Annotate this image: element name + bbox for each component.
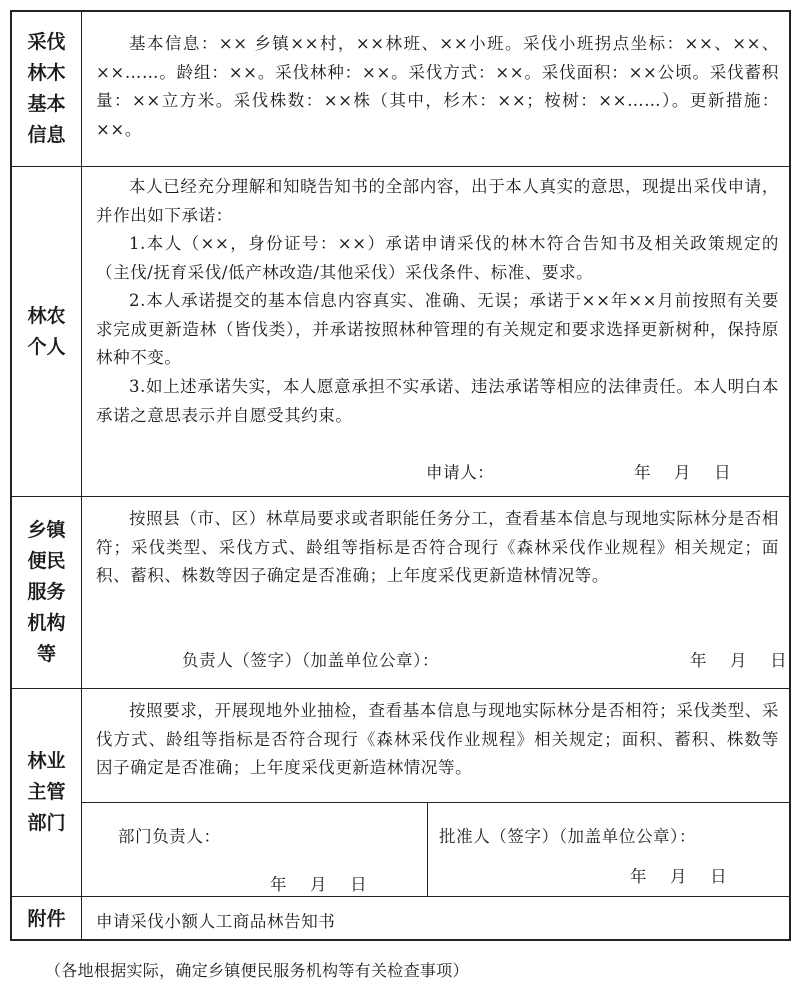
label-basic-info: 采伐林木基本信息	[12, 12, 82, 166]
applicant-label: 申请人：	[426, 463, 495, 482]
footnote: （各地根据实际，确定乡镇便民服务机构等有关检查事项）	[45, 961, 469, 980]
row-forestry	[12, 689, 789, 897]
basic-info-text: 基本信息：×× 乡镇××村，××林班、××小班。采伐小班拐点坐标：××、××、××……。龄组：××。采伐林种：××。采伐方式：××。采伐面积：××公顷。采伐蓄积量：××立方米。采伐株数：××株（其中，杉木：××；桉树：××……）。更新措施：××。	[96, 34, 779, 139]
forestry-signature-area	[82, 802, 789, 896]
signature-divider	[427, 803, 428, 896]
label-forestry: 林业主管部门	[12, 689, 82, 896]
farmer-intro: 本人已经充分理解和知晓告知书的全部内容，出于本人真实的意思，现提出采伐申请，并作出如下承诺：	[96, 177, 779, 225]
farmer-item-3: 3.如上述承诺失实，本人愿意承担不实承诺、违法承诺等相应的法律责任。本人明白本承诺之意思表示并自愿受其约束。	[96, 377, 779, 425]
label-township: 乡镇便民服务机构等	[12, 497, 82, 688]
forestry-text: 按照要求，开展现地外业抽检，查看基本信息与现地实际林分是否相符；采伐类型、采伐方式、龄组等指标是否符合现行《森林采伐作业规程》相关规定；面积、蓄积、株数等因子确定是否准确；上年度采伐更新造林情况等。	[96, 701, 779, 777]
label-attachment: 附件	[12, 897, 82, 941]
row-farmer	[12, 167, 789, 497]
attachment-content	[82, 897, 789, 941]
township-content	[82, 497, 789, 688]
row-attachment	[12, 897, 789, 941]
row-township	[12, 497, 789, 689]
township-date: 年 月 日	[690, 651, 788, 670]
application-form-table	[10, 10, 791, 941]
label-farmer: 林农个人	[12, 167, 82, 496]
farmer-content	[82, 167, 789, 496]
attachment-text: 申请采伐小额人工商品林告知书	[96, 912, 336, 931]
farmer-item-1: 1.本人（××，身份证号：××）承诺申请采伐的林木符合告知书及相关政策规定的（主伐/抚育采伐/低产林改造/其他采伐）采伐条件、标准、要求。	[96, 234, 779, 282]
applicant-date: 年 月 日	[634, 463, 732, 482]
township-signer: 负责人（签字）（加盖单位公章）：	[182, 651, 440, 670]
township-text: 按照县（市、区）林草局要求或者职能任务分工，查看基本信息与现地实际林分是否相符；采伐类型、采伐方式、龄组等指标是否符合现行《森林采伐作业规程》相关规定；面积、蓄积、株数等因子确定是否准确；上年度采伐更新造林情况等。	[96, 509, 779, 585]
dept-head-date: 年 月 日	[270, 875, 368, 894]
row-basic-info	[12, 12, 789, 167]
basic-info-content	[82, 12, 789, 166]
approver-date: 年 月 日	[630, 867, 728, 886]
farmer-item-2: 2.本人承诺提交的基本信息内容真实、准确、无误；承诺于××年××月前按照有关要求完成更新造林（皆伐类），并承诺按照林种管理的有关规定和要求选择更新树种，保持原林种不变。	[96, 291, 779, 367]
forestry-content	[82, 689, 789, 896]
dept-head-label: 部门负责人：	[118, 827, 221, 846]
approver-label: 批准人（签字）（加盖单位公章）：	[439, 827, 697, 846]
